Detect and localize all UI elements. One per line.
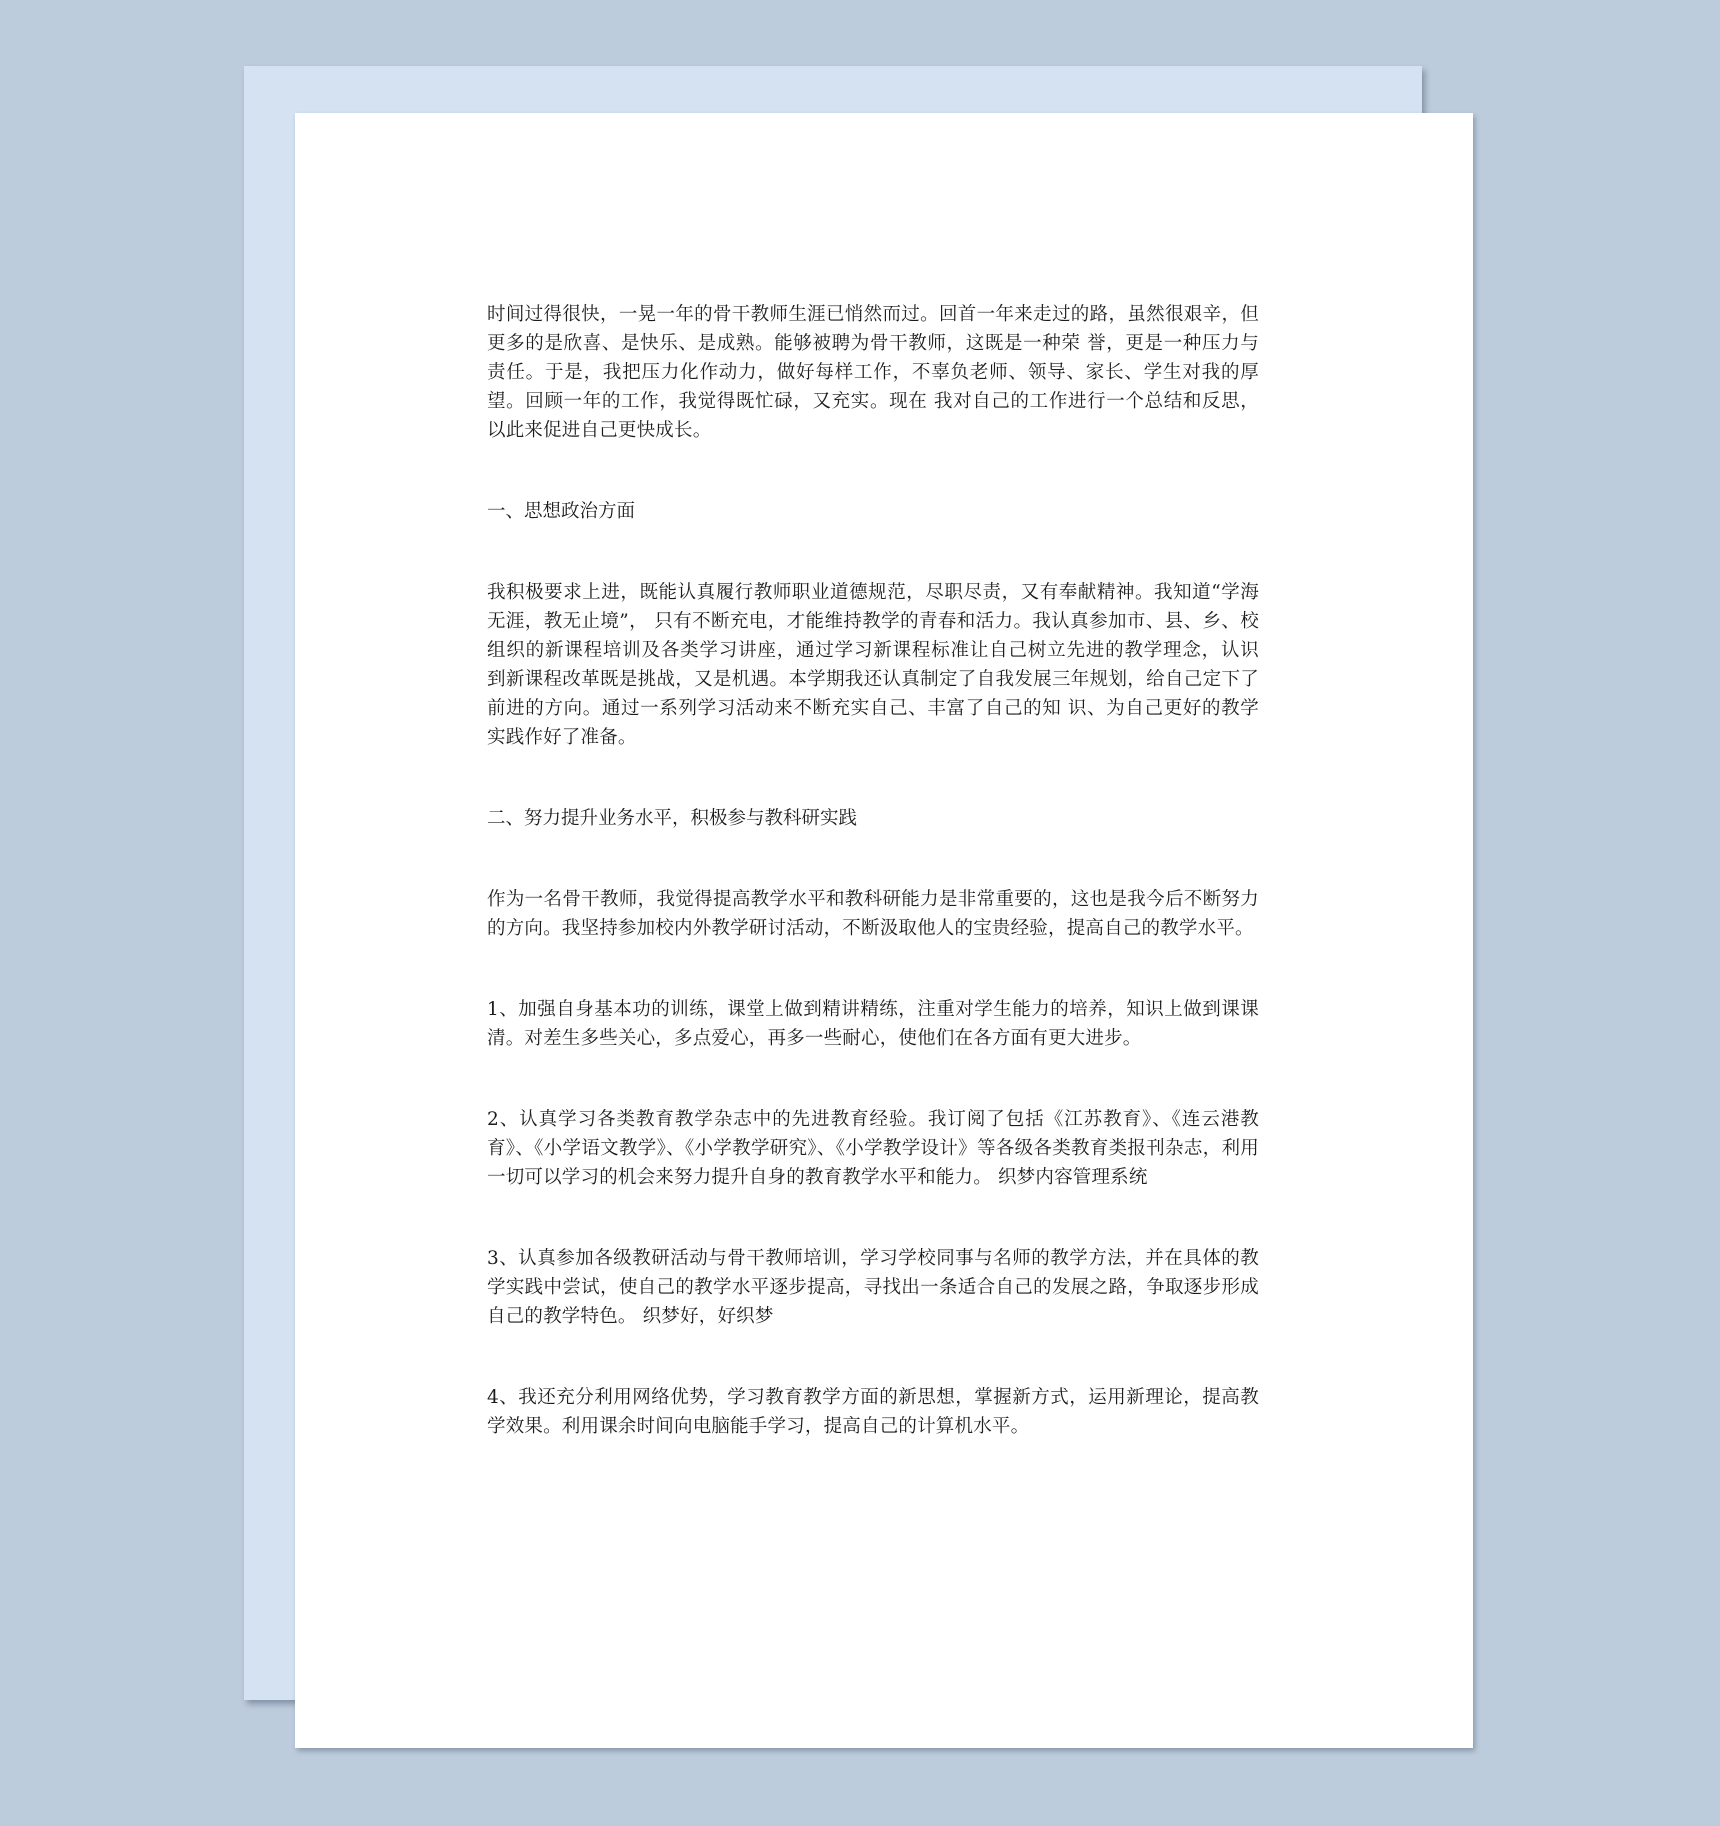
list-item-1: 1、加强自身基本功的训练，课堂上做到精讲精练，注重对学生能力的培养，知识上做到课课清。对差生多些关心，多点爱心，再多一些耐心，使他们在各方面有更大进步。: [487, 999, 1259, 1049]
list-item-4: 4、我还充分利用网络优势，学习教育教学方面的新思想，掌握新方式，运用新理论，提高教学效果。利用课余时间向电脑能手学习，提高自己的计算机水平。: [487, 1387, 1259, 1437]
document-body: [487, 300, 1259, 1441]
list-item-2: 2、认真学习各类教育教学杂志中的先进教育经验。我订阅了包括《江苏教育》、《连云港教育》、《小学语文教学》、《小学教学研究》、《小学教学设计》等各级各类教育类报刊杂志，利用一切可以学习的机会来努力提升自身的教育教学水平和能力。 织梦内容管理系统: [487, 1109, 1259, 1188]
section1-heading: 一、思想政治方面: [487, 501, 636, 522]
section2-heading: 二、努力提升业务水平，积极参与教科研实践: [487, 808, 858, 829]
section1-paragraph: 我积极要求上进，既能认真履行教师职业道德规范，尽职尽责，又有奉献精神。我知道“学海无涯，教无止境”， 只有不断充电，才能维持教学的青春和活力。我认真参加市、县、乡、校组织的新课程培训及各类学习讲座，通过学习新课程标准让自己树立先进的教学理念，认识 到新课程改革既是挑战，又是机遇。本学期我还认真制定了自我发展三年规划，给自己定下了前进的方向。通过一系列学习活动来不断充实自己、丰富了自己的知 识、为自己更好的教学实践作好了准备。: [487, 582, 1259, 748]
intro-paragraph: 时间过得很快，一晃一年的骨干教师生涯已悄然而过。回首一年来走过的路，虽然很艰辛，但更多的是欣喜、是快乐、是成熟。能够被聘为骨干教师，这既是一种荣 誉，更是一种压力与责任。于是，我把压力化作动力，做好每样工作，不辜负老师、领导、家长、学生对我的厚望。回顾一年的工作，我觉得既忙碌，又充实。现在 我对自己的工作进行一个总结和反思，以此来促进自己更快成长。: [487, 304, 1259, 441]
list-item-3: 3、认真参加各级教研活动与骨干教师培训，学习学校同事与名师的教学方法，并在具体的教学实践中尝试，使自己的教学水平逐步提高，寻找出一条适合自己的发展之路，争取逐步形成自己的教学特色。 织梦好，好织梦: [487, 1248, 1259, 1327]
section2-paragraph: 作为一名骨干教师，我觉得提高教学水平和教科研能力是非常重要的，这也是我今后不断努力的方向。我坚持参加校内外教学研讨活动，不断汲取他人的宝贵经验，提高自己的教学水平。: [487, 889, 1259, 939]
